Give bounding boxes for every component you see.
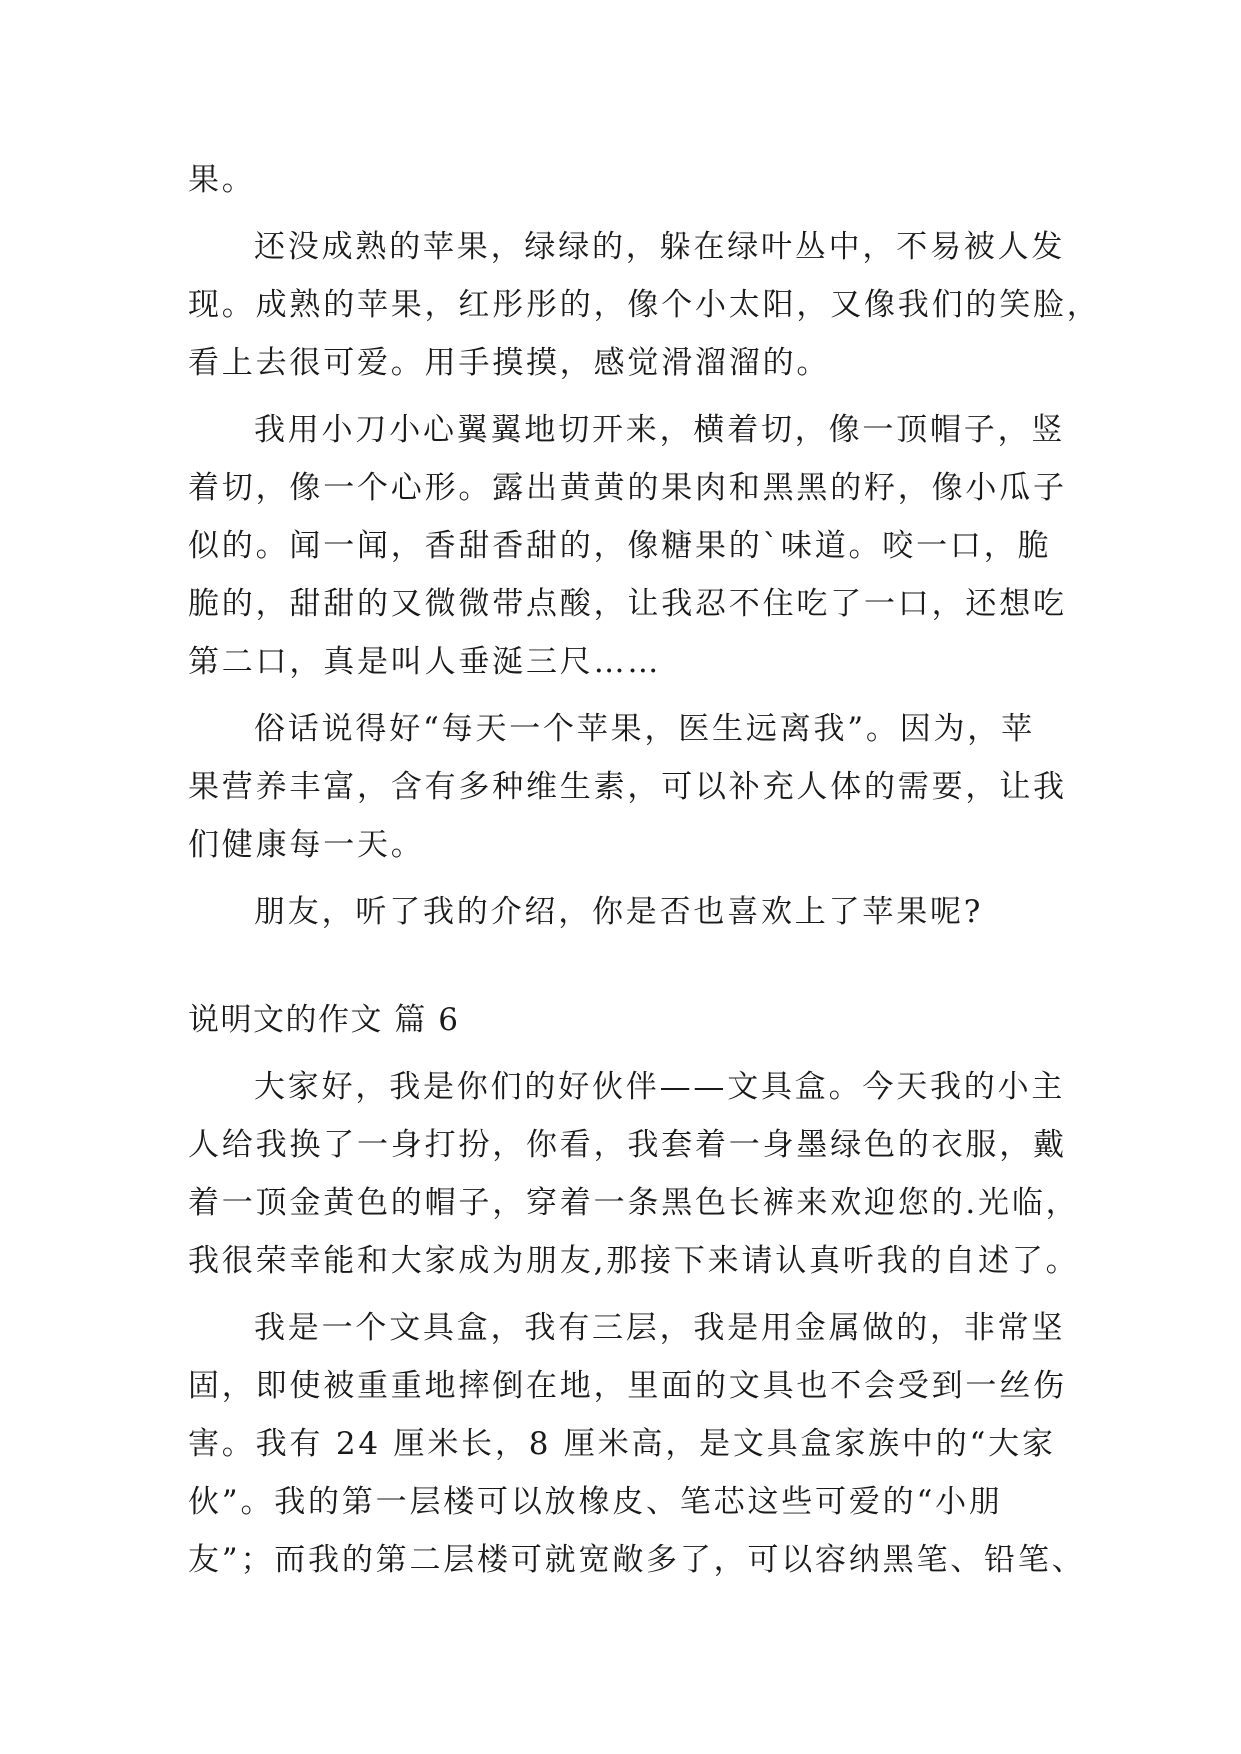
- text-line: 果营养丰富，含有多种维生素，可以补充人体的需要，让我: [188, 769, 1067, 805]
- text-line: 看上去很可爱。用手摸摸，感觉滑溜溜的。: [188, 345, 831, 381]
- section-heading: 说明文的作文 篇 6: [188, 1002, 460, 1038]
- paragraph-start-line: 俗话说得好“每天一个苹果，医生远离我”。因为，苹: [254, 711, 1035, 747]
- text-line: 人给我换了一身打扮，你看，我套着一身墨绿色的衣服，戴: [188, 1127, 1067, 1163]
- paragraph-start-line: 我是一个文具盒，我有三层，我是用金属做的，非常坚: [254, 1310, 1066, 1346]
- text-line: 脆的，甜甜的又微微带点酸，让我忍不住吃了一口，还想吃: [188, 586, 1067, 622]
- text-line: 似的。闻一闻，香甜香甜的，像糖果的`味道。咬一口，脆: [188, 528, 1052, 564]
- text-line: 害。我有 24 厘米长，8 厘米高，是文具盒家族中的“大家: [188, 1426, 1056, 1462]
- paragraph-start-line: 还没成熟的苹果，绿绿的，躲在绿叶丛中，不易被人发: [254, 229, 1066, 265]
- text-line: 固，即使被重重地摔倒在地，里面的文具也不会受到一丝伤: [188, 1368, 1067, 1404]
- text-line: 伙”。我的第一层楼可以放橡皮、笔芯这些可爱的“小朋: [188, 1484, 1003, 1520]
- text-line: 着一顶金黄色的帽子，穿着一条黑色长裤来欢迎您的.光临，: [188, 1185, 1080, 1221]
- paragraph-start-line: 我用小刀小心翼翼地切开来，横着切，像一顶帽子，竖: [254, 412, 1066, 448]
- text-line: 现。成熟的苹果，红彤彤的，像个小太阳，又像我们的笑脸，: [188, 287, 1101, 323]
- text-line: 果。: [188, 162, 256, 198]
- text-line: 着切，像一个心形。露出黄黄的果肉和黑黑的籽，像小瓜子: [188, 470, 1067, 506]
- text-line: 友”；而我的第二层楼可就宽敞多了，可以容纳黑笔、铅笔、: [188, 1542, 1086, 1578]
- text-line: 第二口，真是叫人垂涎三尺……: [188, 644, 662, 680]
- paragraph-start-line: 大家好，我是你们的好伙伴——文具盒。今天我的小主: [254, 1069, 1066, 1105]
- text-line: 我很荣幸能和大家成为朋友,那接下来请认真听我的自述了。: [188, 1243, 1080, 1279]
- text-line: 们健康每一天。: [188, 827, 425, 863]
- paragraph-start-line: 朋友，听了我的介绍，你是否也喜欢上了苹果呢?: [254, 894, 984, 930]
